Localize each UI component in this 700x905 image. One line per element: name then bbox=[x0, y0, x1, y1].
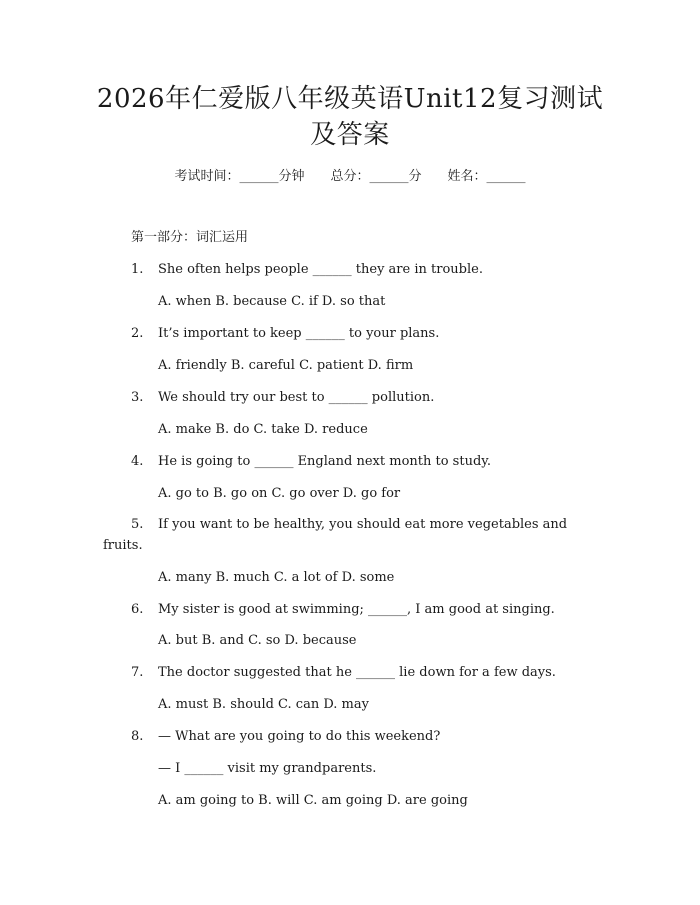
question-5-options: A. many B. much C. a lot of D. some bbox=[158, 570, 395, 585]
question-number: 1. bbox=[131, 262, 144, 277]
question-3-options: A. make B. do C. take D. reduce bbox=[158, 422, 368, 437]
question-number: 6. bbox=[131, 602, 144, 617]
question-stem: My sister is good at swimming; ______, I am good at singing. bbox=[158, 602, 555, 617]
question-5 bbox=[131, 516, 567, 534]
question-number: 7. bbox=[131, 665, 144, 680]
question-number: 3. bbox=[131, 390, 144, 405]
question-stem: — What are you going to do this weekend? bbox=[158, 729, 441, 744]
question-stem: The doctor suggested that he ______ lie down for a few days. bbox=[158, 665, 556, 680]
question-1 bbox=[131, 261, 483, 279]
question-1-options: A. when B. because C. if D. so that bbox=[158, 294, 386, 309]
total-score-field: 总分：______分 bbox=[330, 169, 422, 184]
question-3 bbox=[131, 389, 434, 407]
question-7-options: A. must B. should C. can D. may bbox=[158, 697, 369, 712]
document-title-line-2: 及答案 bbox=[310, 120, 390, 150]
question-stem-line-2: fruits. bbox=[103, 538, 143, 553]
question-stem: He is going to ______ England next month to study. bbox=[158, 454, 492, 469]
question-number: 5. bbox=[131, 517, 144, 532]
question-7 bbox=[131, 664, 556, 682]
question-number: 4. bbox=[131, 454, 144, 469]
section-heading: 第一部分：词汇运用 bbox=[131, 230, 249, 245]
question-8 bbox=[131, 728, 440, 746]
question-2-options: A. friendly B. careful C. patient D. firm bbox=[158, 358, 414, 373]
question-2 bbox=[131, 325, 439, 343]
student-name-field: 姓名：______ bbox=[447, 169, 526, 184]
question-6 bbox=[131, 601, 555, 619]
question-stem-line-1: If you want to be healthy, you should eat more vegetables and bbox=[158, 517, 568, 532]
exam-time-field: 考试时间：______分钟 bbox=[174, 169, 305, 184]
question-4-options: A. go to B. go on C. go over D. go for bbox=[158, 486, 401, 501]
document-title-line-1: 2026年仁爱版八年级英语Unit12复习测试 bbox=[96, 84, 604, 114]
question-number: 2. bbox=[131, 326, 144, 341]
question-4 bbox=[131, 453, 491, 471]
question-8-reply: — I ______ visit my grandparents. bbox=[158, 761, 377, 776]
question-number: 8. bbox=[131, 729, 144, 744]
question-6-options: A. but B. and C. so D. because bbox=[158, 633, 357, 648]
question-stem: It’s important to keep ______ to your plans. bbox=[158, 326, 440, 341]
question-stem: She often helps people ______ they are in trouble. bbox=[158, 262, 483, 277]
question-8-options: A. am going to B. will C. am going D. are going bbox=[158, 793, 468, 808]
question-stem: We should try our best to ______ pollution. bbox=[158, 390, 435, 405]
exam-info-row bbox=[0, 168, 700, 186]
